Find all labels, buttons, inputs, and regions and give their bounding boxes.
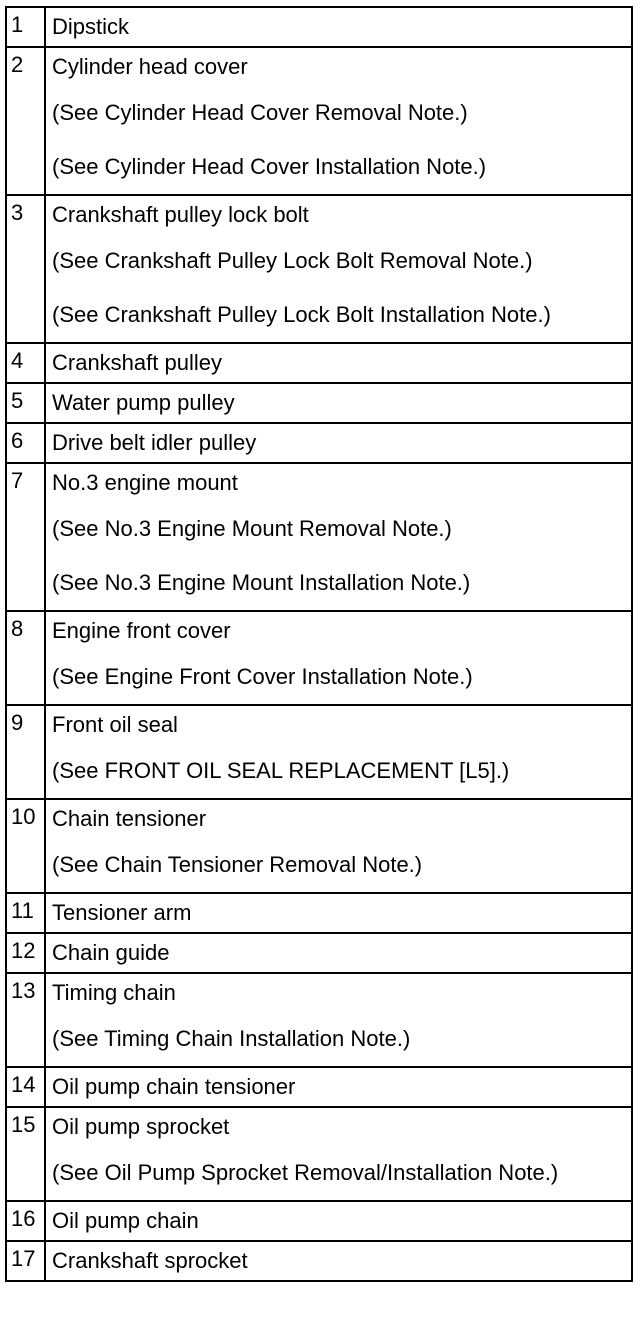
part-number: 5 <box>6 383 45 423</box>
table-row <box>6 1067 632 1107</box>
table-row <box>6 933 632 973</box>
table-row <box>6 423 632 463</box>
part-note-link[interactable]: (See Chain Tensioner Removal Note.) <box>52 852 423 877</box>
part-name: Water pump pulley <box>52 390 235 415</box>
table-row <box>6 705 632 799</box>
part-note-link[interactable]: (See Engine Front Cover Installation Note.) <box>52 664 473 689</box>
table-row <box>6 1201 632 1241</box>
table-row <box>6 893 632 933</box>
part-name: Chain guide <box>52 940 170 965</box>
part-description <box>45 705 632 799</box>
table-row <box>6 383 632 423</box>
part-note-link[interactable]: (See Cylinder Head Cover Removal Note.) <box>52 100 468 125</box>
part-note-link[interactable]: (See No.3 Engine Mount Removal Note.) <box>52 516 452 541</box>
part-description <box>45 933 632 973</box>
table-row <box>6 973 632 1067</box>
part-number: 12 <box>6 933 45 973</box>
part-name: No.3 engine mount <box>52 470 238 495</box>
part-note-link[interactable]: (See Crankshaft Pulley Lock Bolt Installation Note.) <box>52 302 551 327</box>
parts-table-body <box>6 7 632 1281</box>
part-number: 15 <box>6 1107 45 1201</box>
part-name: Drive belt idler pulley <box>52 430 257 455</box>
part-name: Crankshaft sprocket <box>52 1248 248 1273</box>
part-note-link[interactable]: (See No.3 Engine Mount Installation Note.) <box>52 570 471 595</box>
part-number: 14 <box>6 1067 45 1107</box>
part-note-link[interactable]: (See FRONT OIL SEAL REPLACEMENT [L5].) <box>52 758 510 783</box>
part-number: 17 <box>6 1241 45 1281</box>
part-note-link[interactable]: (See Cylinder Head Cover Installation Note.) <box>52 154 487 179</box>
table-row <box>6 1241 632 1281</box>
part-number: 7 <box>6 463 45 611</box>
part-number: 4 <box>6 343 45 383</box>
part-description <box>45 1107 632 1201</box>
table-row <box>6 799 632 893</box>
part-name: Engine front cover <box>52 618 231 643</box>
part-description <box>45 799 632 893</box>
part-number: 2 <box>6 47 45 195</box>
part-name: Dipstick <box>52 14 130 39</box>
part-number: 3 <box>6 195 45 343</box>
part-number: 9 <box>6 705 45 799</box>
table-row <box>6 7 632 47</box>
part-note-link[interactable]: (See Crankshaft Pulley Lock Bolt Removal Note.) <box>52 248 533 273</box>
table-row <box>6 1107 632 1201</box>
part-name: Crankshaft pulley <box>52 350 222 375</box>
part-description <box>45 1241 632 1281</box>
part-description <box>45 611 632 705</box>
part-description <box>45 343 632 383</box>
table-row <box>6 195 632 343</box>
part-name: Front oil seal <box>52 712 178 737</box>
part-description <box>45 7 632 47</box>
part-description <box>45 423 632 463</box>
part-name: Chain tensioner <box>52 806 207 831</box>
parts-table <box>5 6 633 1282</box>
part-name: Tensioner arm <box>52 900 192 925</box>
part-number: 1 <box>6 7 45 47</box>
part-name: Oil pump sprocket <box>52 1114 230 1139</box>
part-description <box>45 463 632 611</box>
part-number: 8 <box>6 611 45 705</box>
part-note-link[interactable]: (See Oil Pump Sprocket Removal/Installation Note.) <box>52 1160 559 1185</box>
part-description <box>45 973 632 1067</box>
table-row <box>6 611 632 705</box>
part-description <box>45 47 632 195</box>
part-name: Cylinder head cover <box>52 54 248 79</box>
part-name: Oil pump chain tensioner <box>52 1074 296 1099</box>
table-row <box>6 343 632 383</box>
part-description <box>45 383 632 423</box>
part-number: 16 <box>6 1201 45 1241</box>
part-description <box>45 195 632 343</box>
part-number: 10 <box>6 799 45 893</box>
part-number: 13 <box>6 973 45 1067</box>
part-name: Oil pump chain <box>52 1208 199 1233</box>
part-number: 11 <box>6 893 45 933</box>
table-row <box>6 463 632 611</box>
part-description <box>45 1201 632 1241</box>
part-name: Crankshaft pulley lock bolt <box>52 202 309 227</box>
part-note-link[interactable]: (See Timing Chain Installation Note.) <box>52 1026 411 1051</box>
part-description <box>45 1067 632 1107</box>
part-description <box>45 893 632 933</box>
part-name: Timing chain <box>52 980 176 1005</box>
table-row <box>6 47 632 195</box>
part-number: 6 <box>6 423 45 463</box>
